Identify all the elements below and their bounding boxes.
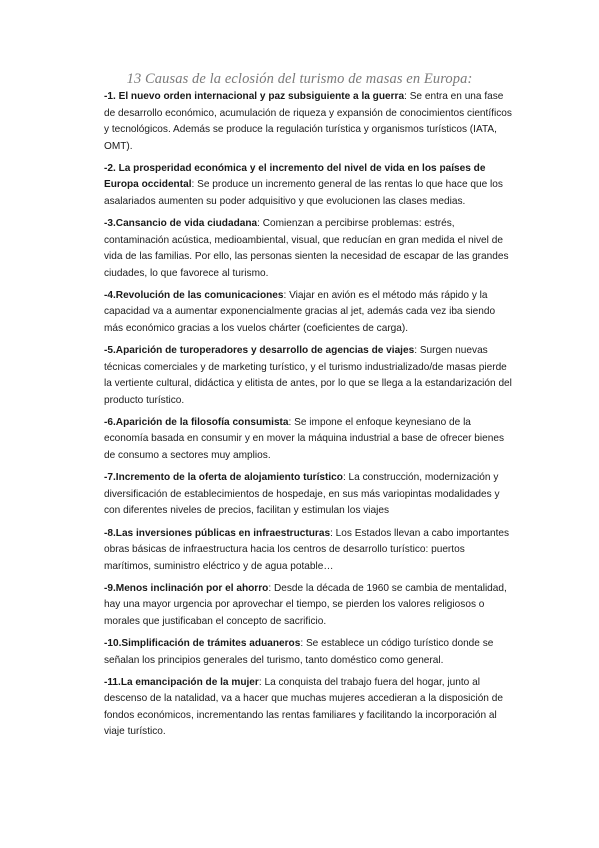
item-heading: -6.Aparición de la filosofía consumista <box>104 416 289 428</box>
item-heading: -11.La emancipación de la mujer <box>104 676 259 688</box>
list-item <box>104 675 514 741</box>
item-text: : Desde la década de 1960 se cambia de mentalidad, hay una mayor urgencia por aprovechar el tiempo, se pierden los valores religiosos o morales que justificaban el concepto de sacrificio. <box>104 582 507 627</box>
list-item <box>104 288 514 338</box>
list-item <box>104 581 514 631</box>
item-heading: -9.Menos inclinación por el ahorro <box>104 582 269 594</box>
item-text: : Surgen nuevas técnicas comerciales y de marketing turístico, y el turismo industrializado/de masas pierde la vertiente cultural, didáctica y elitista de antes, por lo que se llega a la estandarización del producto turístico. <box>104 345 512 406</box>
item-heading: -4.Revolución de las comunicaciones <box>104 289 284 301</box>
item-text: : Viajar en avión es el método más rápido y la capacidad va a aumentar exponencialmente gracias al jet, además cada vez iba siendo más económico gracias a los vuelos chárter (coeficientes de carga). <box>104 289 496 334</box>
list-item <box>104 415 514 465</box>
item-heading: -5.Aparición de turoperadores y desarrollo de agencias de viajes <box>104 345 415 357</box>
item-text: : Comienzan a percibirse problemas: estrés, contaminación acústica, medioambiental, visual, que reducían en gran medida el nivel de vida de las familias. Por ello, las personas sienten la necesidad de escapar de las grandes ciudades, lo que favorece al turismo. <box>104 218 509 279</box>
item-text: : Los Estados llevan a cabo importantes obras básicas de infraestructura hacia los centros de desarrollo turístico: puertos marítimos, suministro eléctrico y de agua potable… <box>104 527 510 572</box>
item-text: : Se produce un incremento general de las rentas lo que hace que los asalariados aumenten su poder adquisitivo y que evolucionen las clases medias. <box>104 179 503 207</box>
item-text: : Se entra en una fase de desarrollo económico, acumulación de riqueza y expansión de conocimientos científicos y tecnológicos. Además se produce la regulación turística y organismos turísticos (IATA, OMT). <box>104 91 512 152</box>
list-item <box>104 343 514 409</box>
item-text: : La conquista del trabajo fuera del hogar, junto al descenso de la natalidad, va a hacer que muchas mujeres accedieran a la disposición de fondos económicos, incrementando las rentas familiares y facilitando la incorporación al viaje turístico. <box>104 676 503 738</box>
list-item <box>104 161 514 211</box>
list-item <box>104 470 514 520</box>
causes-list <box>104 89 514 747</box>
page-title: 13 Causas de la eclosión del turismo de masas en Europa: <box>126 71 473 87</box>
item-heading: -3.Cansancio de vida ciudadana <box>104 218 258 230</box>
item-heading: -8.Las inversiones públicas en infraestructuras <box>104 527 331 539</box>
list-item <box>104 216 514 282</box>
list-item <box>104 636 514 669</box>
item-text: : Se impone el enfoque keynesiano de la economía basada en consumir y en mover la máquina industrial a base de ofrecer bienes de consumo a sectores muy amplios. <box>104 416 505 461</box>
list-item <box>104 89 514 155</box>
item-text: : La construcción, modernización y diversificación de establecimientos de hospedaje, en sus más variopintas modalidades y con diferentes niveles de precios, facilitan y estimulan los viajes <box>104 472 500 517</box>
item-heading: -10.Simplificación de trámites aduaneros <box>104 638 301 650</box>
item-heading: -1. El nuevo orden internacional y paz subsiguiente a la guerra <box>104 91 405 102</box>
item-heading: -2. La prosperidad económica y el incremento del nivel de vida en los países de Europa occidental <box>104 162 486 191</box>
item-heading: -7.Incremento de la oferta de alojamiento turístico <box>104 472 343 484</box>
list-item <box>104 526 514 576</box>
item-text: : Se establece un código turístico donde se señalan los principios generales del turismo, tanto doméstico como general. <box>104 638 494 666</box>
